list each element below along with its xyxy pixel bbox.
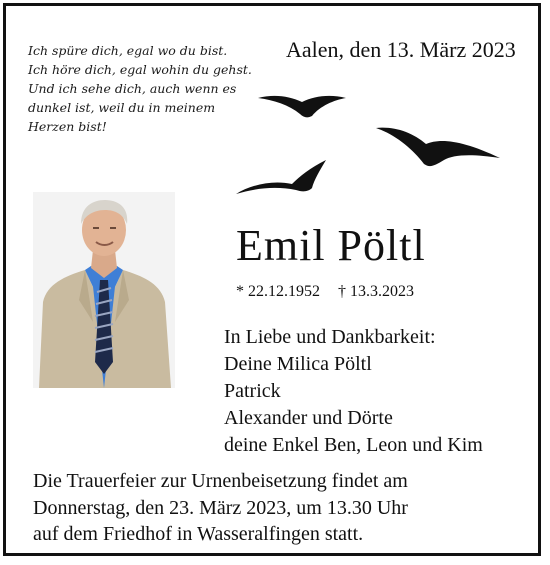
mourners-line: In Liebe und Dankbarkeit: xyxy=(224,326,436,348)
life-dates xyxy=(236,282,428,302)
service-line: Donnerstag, den 23. März 2023, um 13.30 Uhr xyxy=(33,496,408,519)
mourners-line: Deine Milica Pöltl xyxy=(224,353,372,375)
poem-line: Ich spüre dich, egal wo du bist. xyxy=(28,43,228,58)
poem-line: Herzen bist! xyxy=(28,119,107,134)
service-line: Die Trauerfeier zur Urnenbeisetzung findet am xyxy=(33,470,408,492)
poem-line: Ich höre dich, egal wohin du gehst. xyxy=(28,62,252,77)
mourners-list xyxy=(224,324,483,459)
bird-icon xyxy=(376,128,500,166)
mourners-line: deine Enkel Ben, Leon und Kim xyxy=(224,434,483,456)
service-line: auf dem Friedhof in Wasseralfingen statt. xyxy=(33,523,364,545)
portrait-illustration xyxy=(33,192,175,388)
deceased-name: Emil Pöltl xyxy=(236,221,426,270)
place-date: Aalen, den 13. März 2023 xyxy=(286,37,516,62)
poem-line: Und ich sehe dich, auch wenn es xyxy=(28,81,237,96)
service-info xyxy=(33,468,408,548)
obituary-frame xyxy=(3,3,541,556)
flying-birds-icon xyxy=(234,88,514,208)
poem-line: dunkel ist, weil du in meinem xyxy=(28,100,216,115)
mourners-line: Patrick xyxy=(224,380,281,402)
bird-icon xyxy=(236,160,326,194)
poem xyxy=(28,41,252,136)
mourners-line: Alexander und Dörte xyxy=(224,407,393,429)
death-date: † 13.3.2023 xyxy=(338,283,414,300)
bird-icon xyxy=(258,96,346,117)
birth-date: * 22.12.1952 xyxy=(236,283,320,300)
portrait-photo xyxy=(33,192,175,388)
